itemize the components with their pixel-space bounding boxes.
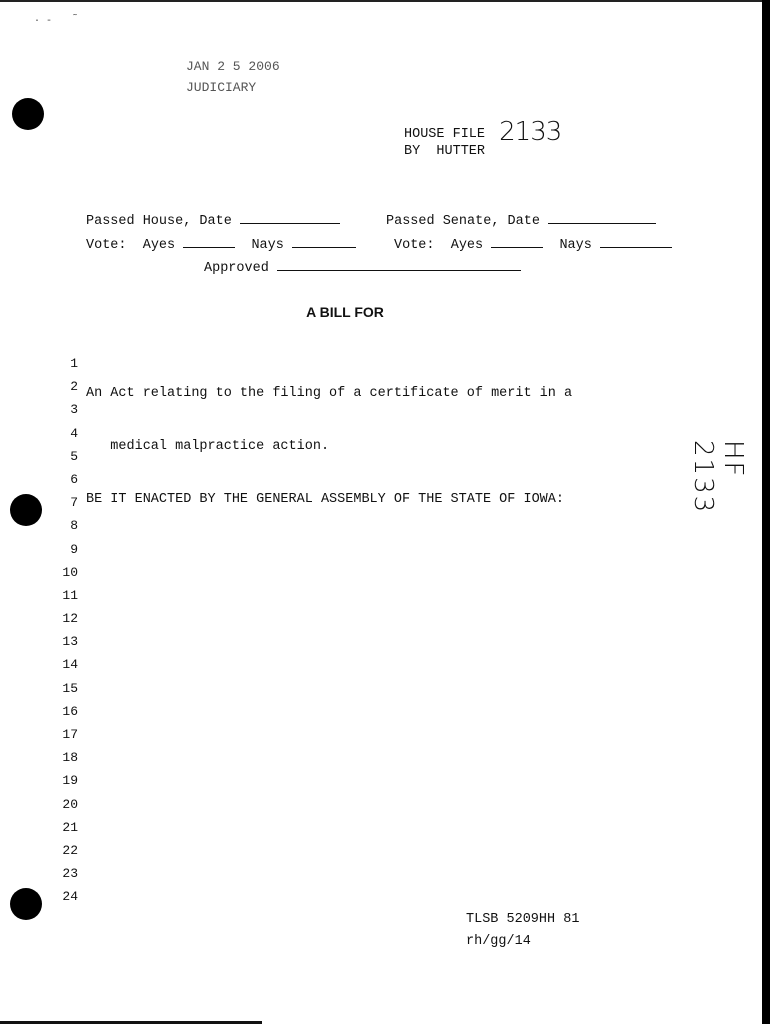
bill-line-1: An Act relating to the filing of a certificate of merit in a: [86, 386, 573, 401]
approved-line: [204, 259, 521, 276]
line-number: 4: [70, 425, 78, 441]
house-nays-label: Nays: [251, 238, 284, 253]
senate-ayes-label: Ayes: [450, 238, 484, 253]
passed-senate-date: [386, 212, 656, 229]
senate-nays-blank: [600, 236, 672, 248]
bill-line-3: BE IT ENACTED BY THE GENERAL ASSEMBLY OF THE STATE OF IOWA:: [86, 492, 564, 508]
punch-hole-bottom: [10, 888, 42, 920]
passed-senate-label: Passed Senate, Date: [386, 214, 540, 229]
passed-senate-date-blank: [548, 212, 656, 224]
line-number: 19: [62, 773, 78, 789]
scan-edge-right: [762, 0, 770, 1024]
footer-initials: rh/gg/14: [466, 934, 531, 949]
senate-vote-label: Vote:: [394, 238, 435, 253]
line-number: 11: [62, 587, 78, 603]
house-vote-label: Vote:: [86, 238, 127, 253]
line-number: 10: [62, 564, 78, 580]
stamp-committee: JUDICIARY: [186, 80, 257, 95]
senate-ayes-blank: [491, 236, 543, 248]
line-number: 18: [62, 750, 78, 766]
passed-house-date: [86, 212, 340, 229]
line-number: 1: [70, 356, 78, 371]
line-number: 8: [70, 518, 78, 534]
line-number: 9: [70, 541, 78, 557]
sponsor-name: HUTTER: [436, 144, 486, 159]
line-number: 24: [62, 889, 78, 905]
punch-hole-middle: [10, 494, 42, 526]
sponsor-line: [404, 144, 485, 159]
bill-text: [86, 352, 572, 542]
approved-label: Approved: [204, 261, 269, 276]
bill-line-2: medical malpractice action.: [86, 439, 330, 455]
line-number: 5: [70, 448, 78, 464]
footer-code: TLSB 5209HH 81: [466, 912, 580, 927]
senate-vote: [394, 236, 672, 253]
line-number: 21: [62, 819, 78, 835]
approved-blank: [277, 259, 521, 271]
house-file-label: HOUSE FILE: [404, 127, 486, 142]
scan-speck: · ‐: [34, 16, 53, 27]
scan-speck: ˜: [72, 14, 79, 25]
line-number: 15: [62, 680, 78, 696]
line-number: 6: [70, 471, 78, 487]
line-number: 7: [70, 495, 78, 511]
passed-house-date-blank: [240, 212, 340, 224]
senate-nays-label: Nays: [559, 238, 592, 253]
line-number: 23: [62, 866, 78, 882]
scan-edge-top: [0, 0, 770, 2]
house-nays-blank: [292, 236, 356, 248]
bill-title: A BILL FOR: [306, 304, 384, 320]
handwritten-file-number: HF 2133: [688, 440, 748, 515]
line-number: 17: [62, 727, 78, 742]
house-vote: [86, 236, 356, 253]
line-number: 14: [62, 657, 78, 673]
passed-house-label: Passed House, Date: [86, 214, 232, 229]
line-number: 3: [70, 402, 78, 418]
line-number: 13: [62, 634, 78, 650]
house-file-number: 2133: [499, 117, 562, 147]
line-number: 20: [62, 796, 78, 812]
line-number: 16: [62, 703, 78, 719]
house-ayes-label: Ayes: [142, 238, 176, 253]
house-ayes-blank: [183, 236, 235, 248]
line-number: 2: [70, 379, 78, 395]
punch-hole-top: [12, 98, 44, 130]
line-number: 22: [62, 842, 78, 858]
house-file-line: [404, 114, 562, 147]
line-number: 12: [62, 611, 78, 627]
by-label: BY: [404, 144, 421, 159]
stamp-date: JAN 2 5 2006: [186, 59, 280, 74]
line-numbers: [54, 352, 78, 909]
received-stamp: [186, 56, 280, 98]
